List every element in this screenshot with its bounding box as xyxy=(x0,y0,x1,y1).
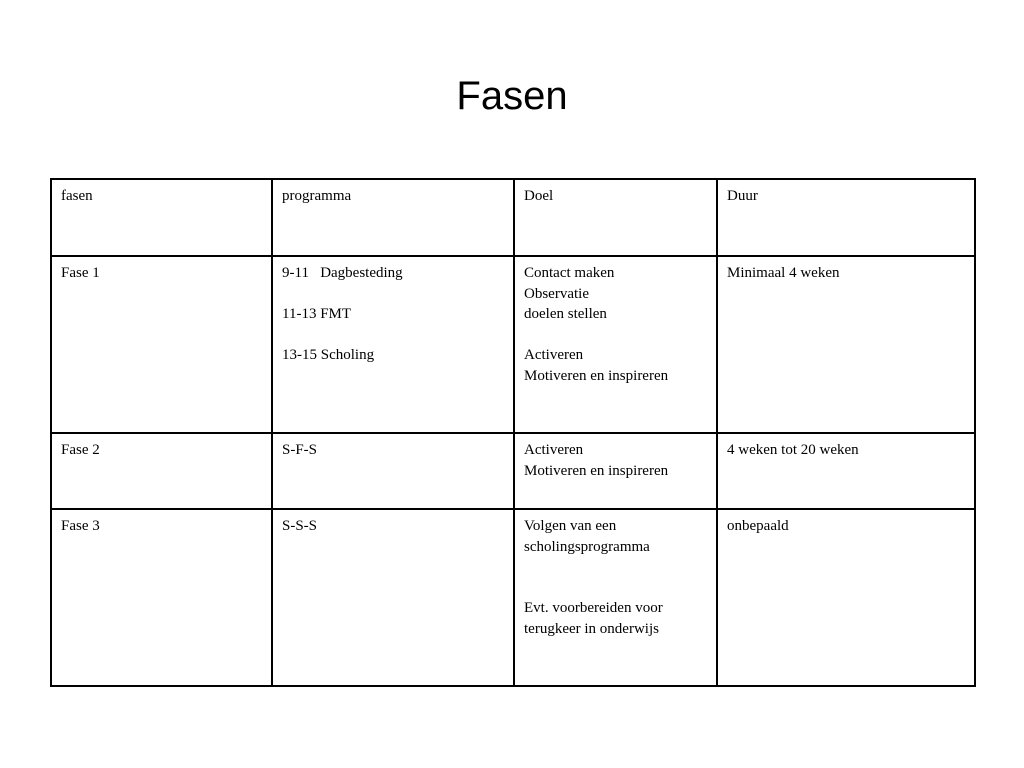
slide-title: Fasen xyxy=(456,74,568,118)
doel-cell xyxy=(514,433,717,509)
line-spacer xyxy=(524,578,707,599)
doel-cell xyxy=(514,509,717,686)
doel-line: terugkeer in onderwijs xyxy=(524,620,659,637)
table-row xyxy=(51,256,975,433)
line-spacer xyxy=(524,557,707,578)
programma-line: 11-13 FMT xyxy=(282,306,352,322)
doel-line: Evt. voorbereiden voor xyxy=(524,600,663,616)
doel-line: Contact maken xyxy=(524,265,615,281)
line-spacer xyxy=(282,284,504,305)
doel-line: Activeren xyxy=(524,442,584,458)
table-header-row xyxy=(51,179,975,256)
programma-cell xyxy=(272,433,514,509)
fase-cell: Fase 2 xyxy=(51,433,272,509)
header-cell-fasen: fasen xyxy=(51,179,272,256)
doel-line: doelen stellen xyxy=(524,306,607,322)
programma-line: S-S-S xyxy=(282,518,318,534)
duur-cell: Minimaal 4 weken xyxy=(717,256,975,433)
table-row xyxy=(51,509,975,686)
header-cell-duur: Duur xyxy=(717,179,975,256)
doel-line: scholingsprogramma xyxy=(524,538,650,555)
header-cell-doel: Doel xyxy=(514,179,717,256)
header-cell-programma: programma xyxy=(272,179,514,256)
duur-cell: onbepaald xyxy=(717,509,975,686)
phases-table xyxy=(50,178,976,687)
doel-line: Motiveren en inspireren xyxy=(524,367,669,384)
programma-line: 13-15 Scholing xyxy=(282,347,375,363)
doel-line: Activeren xyxy=(524,347,584,363)
table-row xyxy=(51,433,975,509)
programma-line: 9-11 Dagbesteding xyxy=(282,265,403,281)
doel-cell xyxy=(514,256,717,433)
doel-line: Observatie xyxy=(524,285,589,302)
programma-line: S-F-S xyxy=(282,442,318,458)
programma-cell xyxy=(272,509,514,686)
doel-line: Motiveren en inspireren xyxy=(524,462,669,479)
line-spacer xyxy=(282,325,504,346)
fase-cell: Fase 3 xyxy=(51,509,272,686)
doel-line: Volgen van een xyxy=(524,518,617,534)
programma-cell xyxy=(272,256,514,433)
line-spacer xyxy=(524,325,707,346)
duur-cell: 4 weken tot 20 weken xyxy=(717,433,975,509)
fase-cell: Fase 1 xyxy=(51,256,272,433)
